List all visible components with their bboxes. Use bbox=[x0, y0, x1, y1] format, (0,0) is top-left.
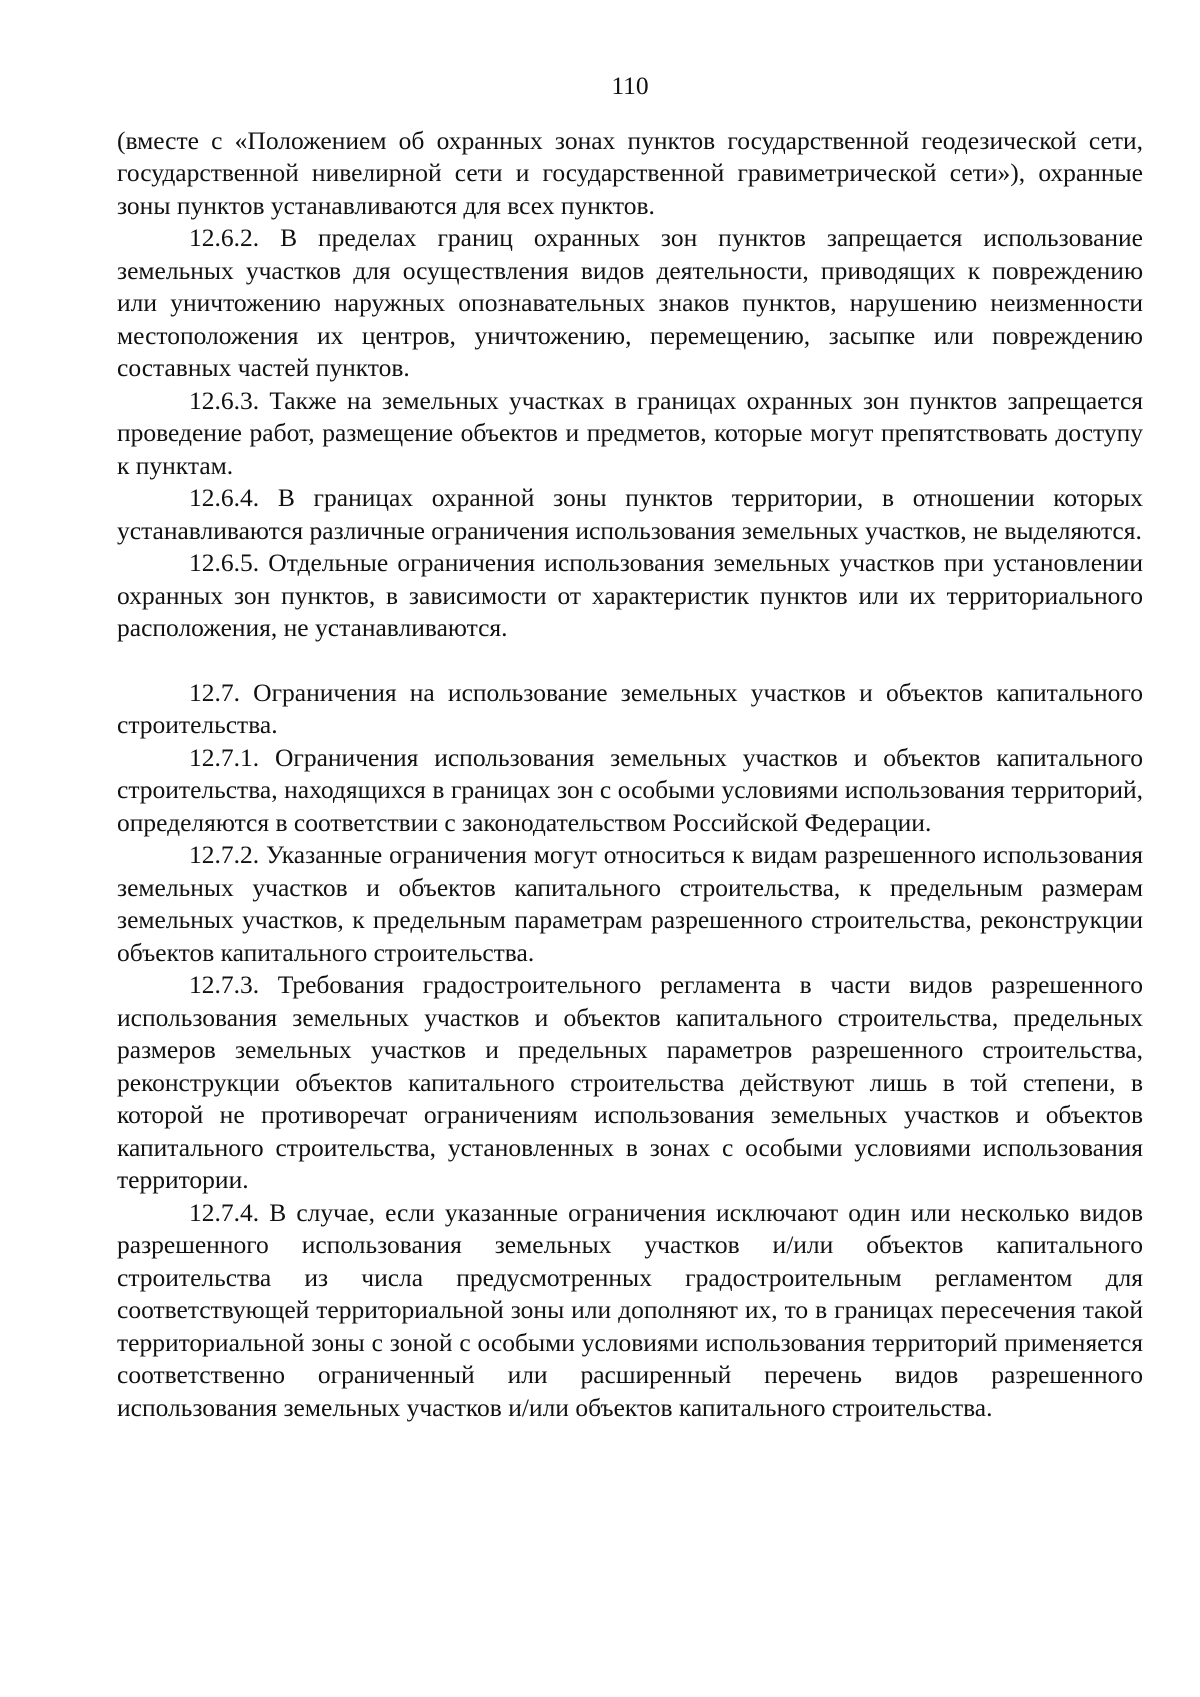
paragraph-continuation: (вместе с «Положением об охранных зонах пунктов государственной геодезической сети, государственной нивелирной сети и государственной гравиметрической сети»), охранные зоны пунктов устанавливаются для всех пунктов. bbox=[117, 125, 1143, 220]
paragraph-12-6-3: 12.6.3. Также на земельных участках в границах охранных зон пунктов запрещается проведение работ, размещение объектов и предметов, которые могут препятствовать доступу к пунктам. bbox=[117, 385, 1143, 480]
paragraph-12-6-5: 12.6.5. Отдельные ограничения использования земельных участков при установлении охранных зон пунктов, в зависимости от характеристик пунктов или их территориального расположения, не устанавливаются. bbox=[117, 548, 1143, 642]
paragraph-12-6-2: 12.6.2. В пределах границ охранных зон пунктов запрещается использование земельных участков для осуществления видов деятельности, приводящих к повреждению или уничтожению наружных опознавательных знаков пунктов, нарушению неизменности местоположения их центров, уничтожению, перемещению, засыпке или повреждению составных частей пунктов. bbox=[117, 223, 1143, 382]
paragraph-12-7-3: 12.7.3. Требования градостроительного регламента в части видов разрешенного использования земельных участков и объектов капитального строительства, предельных размеров земельных участков и предельных параметров разрешенного строительства, реконструкции объектов капитального строительства действуют лишь в той степени, в которой не противоречат ограничениям использования земельных участков и объектов капитального строительства, установленных в зонах с особыми условиями использования территории. bbox=[117, 970, 1143, 1194]
page-number: 110 bbox=[611, 71, 649, 100]
section-heading-12-7: 12.7. Ограничения на использование земельных участков и объектов капитального строительства. bbox=[117, 677, 1143, 739]
paragraph-12-7-4: 12.7.4. В случае, если указанные ограничения исключают один или несколько видов разрешенного использования земельных участков и/или объектов капитального строительства из числа предусмотренных градостроительным регламентом для соответствующей территориальной зоны или дополняют их, то в границах пересечения такой территориальной зоны с зоной с особыми условиями использования территорий применяется соответственно ограниченный или расширенный перечень видов разрешенного использования земельных участков и/или объектов капитального строительства. bbox=[117, 1197, 1143, 1422]
paragraph-12-7-2: 12.7.2. Указанные ограничения могут относиться к видам разрешенного использования земельных участков и объектов капитального строительства, к предельным размерам земельных участков, к предельным параметрам разрешенного строительства, реконструкции объектов капитального строительства. bbox=[117, 840, 1143, 967]
paragraph-12-6-4: 12.6.4. В границах охранной зоны пунктов территории, в отношении которых устанавливаются различные ограничения использования земельных участков, не выделяются. bbox=[117, 483, 1143, 545]
paragraph-12-7-1: 12.7.1. Ограничения использования земельных участков и объектов капитального строительства, находящихся в границах зон с особыми условиями использования территорий, определяются в соответствии с законодательством Российской Федерации. bbox=[117, 742, 1143, 837]
